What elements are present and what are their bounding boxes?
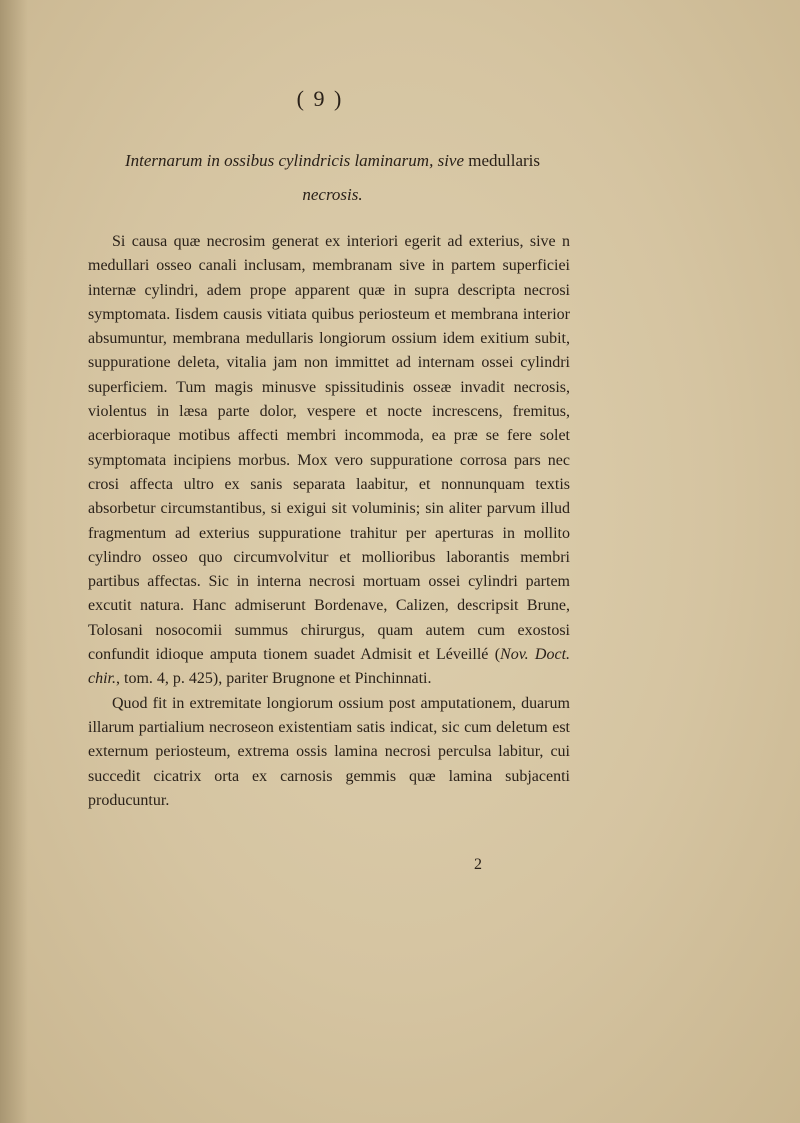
- paragraph-1-text: Si causa quæ necrosim generat ex interiori egerit ad exterius, sive n medullari osseo canali inclusam, membranam sive in partem superficiei internæ cylindri, adem prope apparent quæ in supra descripta necrosi symptomata. Iisdem causis vitiata quibus periosteum et membrana interior absumuntur, membrana medullaris longiorum ossium idem exitium subit, suppuratione deleta, vitalia jam non immittet ad internam ossei cylindri superficiem. Tum magis minusve spissitudinis osseæ invadit necrosis, violentus in læsa parte dolor, vespere et nocte increscens, fremitus, acerbioraque motibus affecti membri incommoda, ea præ se fere solet symptomata incipiens morbus. Mox vero suppuratione corrosa pars nec crosi affecta ultro ex sanis separata laabitur, et nonnunquam textis absorbetur circumstantibus, si exigui sit voluminis; sin aliter parvum illud fragmentum ad exterius suppuratione trahitur per aperturas in mollito cylindro osseo quo circumvolvitur et mollioribus laborantis membri partibus affectas. Sic in interna necrosi mortuam ossei cylindri partem excutit natura. Hanc admiserunt Bordenave, Calizen, descripsit Brune, Tolosani nosocomii summus chirurgus, quam autem cum exostosi confundit idioque amputa tionem suadet Admisit et Léveillé (: [88, 233, 570, 664]
- page-edge-shadow: [0, 0, 28, 1123]
- paragraph-1-end: , tom. 4, p. 425), pariter Brugnone et Pinchinnati.: [116, 670, 432, 688]
- heading-italic-part: Internarum in ossibus cylindricis laminarum, sive: [124, 151, 465, 170]
- body-text: [88, 230, 570, 813]
- section-heading: [85, 144, 580, 212]
- heading-line-2: necrosis.: [302, 185, 363, 204]
- heading-upright-part: medullaris: [468, 151, 541, 170]
- paragraph-1: [88, 230, 570, 692]
- signature-mark: 2: [474, 856, 482, 873]
- citation: Nov. Doct. chir.: [88, 646, 571, 688]
- paragraph-2: Quod fit in extremitate longiorum ossium post amputationem, duarum illarum partialium necroseon existentiam satis indicat, sic cum deletum est externum periosteum, extrema ossis lamina necrosi perculsa labitur, cui succedit cicatrix orta ex carnosis gemmis quæ lamina subjacenti producuntur.: [88, 694, 570, 809]
- page-number: ( 9 ): [296, 86, 344, 111]
